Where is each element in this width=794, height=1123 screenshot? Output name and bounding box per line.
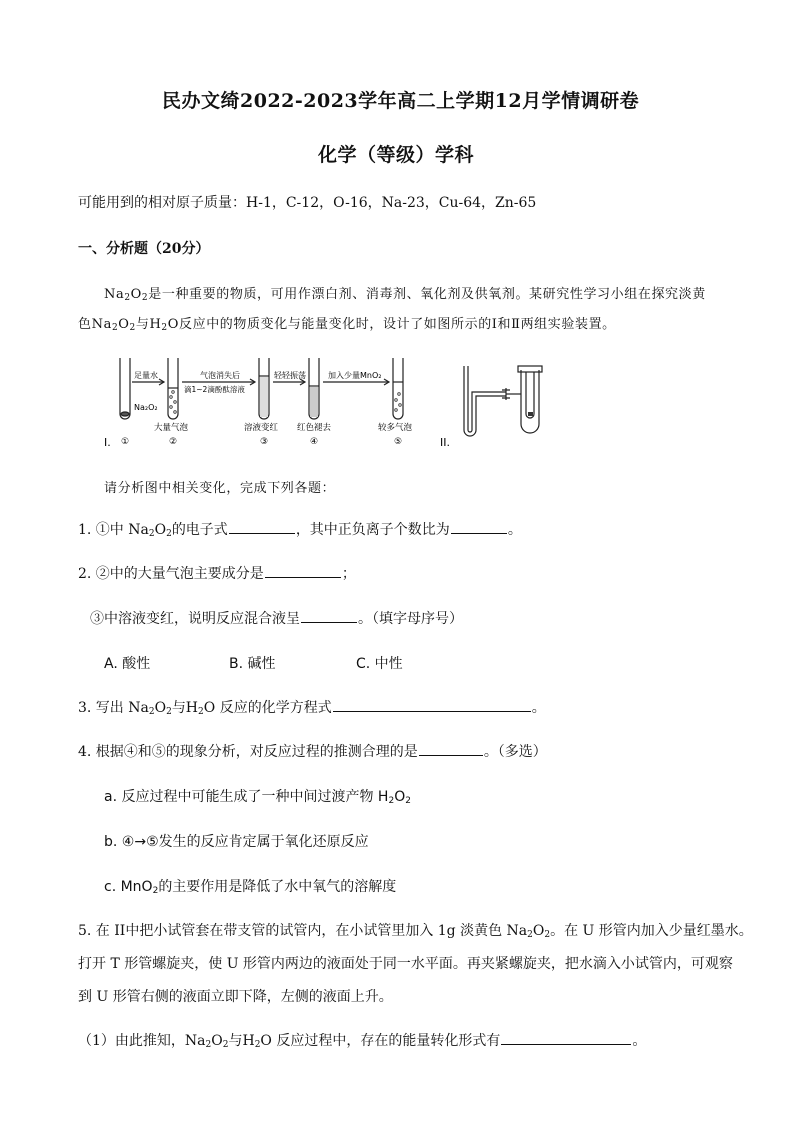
question-4a: a. 反应过程中可能生成了一种中间过渡产物 $H_2O_2$ bbox=[104, 789, 411, 806]
question-4: 4. 根据④和⑤的现象分析，对反应过程的推测合理的是 。（多选） bbox=[78, 741, 547, 761]
question-2: 2. ②中的大量气泡主要成分是 ； bbox=[78, 563, 356, 583]
test-tube-2 bbox=[168, 358, 178, 419]
exam-title: 民办文绮2022-2023学年高二上学期12月学情调研卷 bbox=[162, 90, 640, 112]
arrow1-top: 足量水 bbox=[134, 371, 158, 380]
tube2-caption: 大量气泡 bbox=[154, 423, 189, 433]
tube3-caption: 溶液变红 bbox=[244, 423, 279, 433]
answer-blank[interactable] bbox=[419, 741, 483, 756]
question-3: 3. 写出 $Na_2O_2$与$H_2O$ 反应的化学方程式 。 bbox=[78, 697, 546, 717]
num-5: ⑤ bbox=[394, 437, 403, 447]
question-5-line-3: 到 U 形管右侧的液面立即下降，左侧的液面上升。 bbox=[78, 989, 393, 1005]
answer-blank[interactable] bbox=[265, 563, 341, 578]
option-b: B. 碱性 bbox=[229, 656, 276, 672]
tube1-content: Na₂O₂ bbox=[134, 403, 158, 412]
tube5-caption: 较多气泡 bbox=[378, 423, 413, 433]
atomic-masses: 可能用到的相对原子质量：H-1，C-12，O-16，Na-23，Cu-64，Zn-65 bbox=[78, 195, 537, 211]
tube4-caption: 红色褪去 bbox=[297, 423, 332, 433]
answer-blank[interactable] bbox=[501, 1030, 631, 1045]
arrow4-top: 加入少量MnO₂ bbox=[328, 371, 382, 380]
num-2: ② bbox=[169, 437, 178, 447]
intro-line-2: 色$Na_2O_2$与$H_2O$反应中的物质变化与能量变化时，设计了如图所示的Ⅰ和Ⅱ两组实验装置。 bbox=[78, 317, 616, 333]
answer-blank[interactable] bbox=[451, 519, 507, 534]
question-5-1: （1）由此推知，$Na_2O_2$与$H_2O$ 反应过程中，存在的能量转化形式有 。 bbox=[78, 1030, 646, 1050]
figure-label-2: II. bbox=[440, 436, 450, 449]
num-4: ④ bbox=[310, 437, 319, 447]
section-heading: 一、分析题（20分） bbox=[78, 241, 210, 257]
question-5-line-1: 5. 在 II中把小试管套在带支管的试管内，在小试管里加入 1g 淡黄色 $Na_2O_2$。在 U 形管内加入少量红墨水。 bbox=[78, 923, 753, 940]
arrow2-bottom: 滴1~2滴酚酞溶液 bbox=[184, 385, 245, 394]
question-5-line-2: 打开 T 形管螺旋夹，使 U 形管内两边的液面处于同一水平面。再夹紧螺旋夹，把水滴入小试管内，可观察 bbox=[78, 956, 733, 972]
num-1: ① bbox=[121, 437, 130, 447]
question-4b: b. ④→⑤发生的反应肯定属于氧化还原反应 bbox=[104, 834, 369, 850]
question-1: 1. ①中 $Na_2O_2$的电子式 ，其中正负离子个数比为 。 bbox=[78, 519, 522, 539]
arrow3-top: 轻轻振荡 bbox=[274, 371, 306, 380]
figure-label-1: I. bbox=[104, 436, 111, 449]
apparatus-ii bbox=[464, 366, 542, 436]
arrow2-top: 气泡消失后 bbox=[200, 371, 240, 380]
question-4c: c. MnO$_2$的主要作用是降低了水中氧气的溶解度 bbox=[104, 879, 397, 896]
instruction: 请分析图中相关变化，完成下列各题： bbox=[104, 481, 336, 496]
answer-blank[interactable] bbox=[229, 519, 295, 534]
question-2b: ③中溶液变红，说明反应混合液呈 。（填字母序号） bbox=[90, 608, 463, 628]
answer-blank[interactable] bbox=[333, 697, 531, 712]
exam-subtitle: 化学（等级）学科 bbox=[318, 144, 475, 166]
option-a: A. 酸性 bbox=[104, 656, 151, 672]
test-tube-1 bbox=[120, 358, 130, 419]
num-3: ③ bbox=[260, 437, 269, 447]
answer-blank[interactable] bbox=[301, 608, 357, 623]
option-c: C. 中性 bbox=[356, 656, 403, 672]
intro-line-1: $Na_2O_2$是一种重要的物质，可用作漂白剂、消毒剂、氧化剂及供氧剂。某研究性学习小组在探究淡黄 bbox=[104, 287, 706, 303]
experiment-figure bbox=[96, 352, 566, 452]
